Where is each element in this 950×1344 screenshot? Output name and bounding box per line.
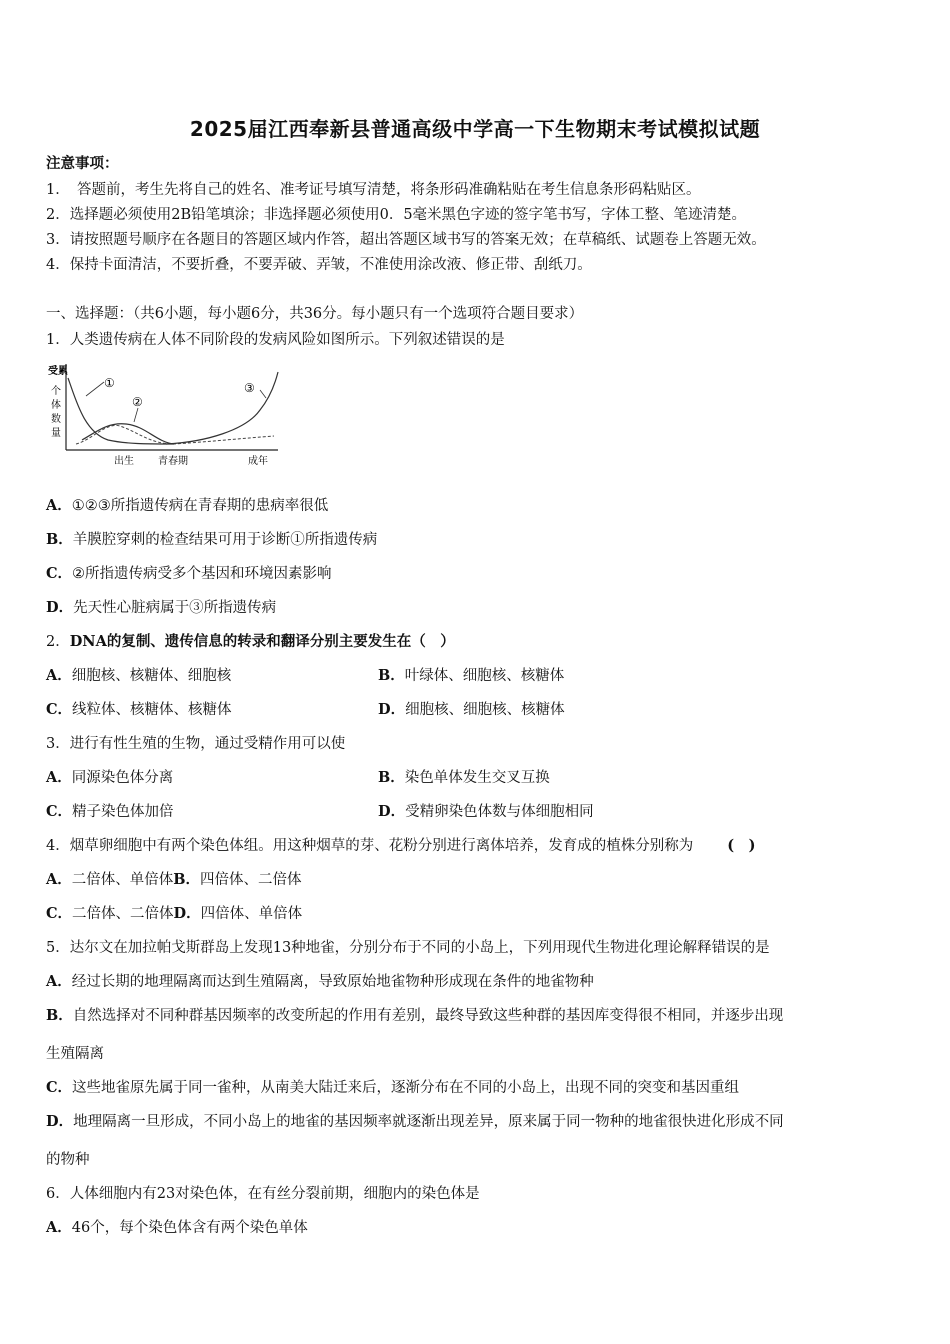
option-letter: A．	[46, 1219, 72, 1236]
exam-title: 2025届江西奉新县普通高级中学高一下生物期末考试模拟试题	[189, 117, 761, 141]
y-label-char-3: 数	[51, 414, 61, 425]
q6-stem	[46, 1182, 480, 1203]
q4-text: 4．烟草卵细胞中有两个染色体组。用这种烟草的芽、花粉分别进行离体培养，发育成的植株分别称为	[46, 838, 694, 854]
option-letter: C．	[46, 565, 73, 582]
option-letter: A．	[46, 871, 72, 888]
option-text: ①②③所指遗传病在青春期的患病率很低	[71, 498, 329, 514]
q4-option-c[interactable]: 二倍体、二倍体	[72, 906, 174, 922]
option-letter: C．	[46, 701, 73, 718]
q5-option-a[interactable]	[46, 970, 594, 991]
option-text: 地理隔离一旦形成，不同小岛上的地雀的基因频率就逐渐出现差异，原来属于同一物种的地雀很快进化形成不同	[73, 1114, 784, 1130]
x-tick-adult: 成年	[248, 456, 268, 467]
x-tick-puberty: 青春期	[158, 456, 188, 467]
curve-3	[166, 372, 278, 444]
option-text: 同源染色体分离	[71, 770, 174, 786]
q6-number: 6．	[46, 1186, 70, 1202]
q5-option-b-continued: 生殖隔离	[46, 1046, 104, 1062]
q4-options-ab	[46, 868, 302, 889]
curve-3-label: ③	[244, 381, 255, 395]
curve-3-leader	[260, 390, 266, 398]
q1-option-a[interactable]	[46, 494, 328, 515]
option-letter: A．	[46, 973, 72, 990]
q3-option-b[interactable]	[378, 766, 550, 787]
q1-risk-chart	[46, 360, 286, 472]
option-text: 细胞核、细胞核、核糖体	[405, 702, 565, 718]
section-heading: 一、选择题：（共6小题，每小题6分，共36分。每小题只有一个选项符合题目要求）	[46, 306, 584, 322]
q2-option-d[interactable]	[378, 698, 565, 719]
q3-stem: 3．进行有性生殖的生物，通过受精作用可以使	[46, 736, 346, 752]
curve-2-leader	[134, 408, 138, 422]
q2-text: DNA的复制、遗传信息的转录和翻译分别主要发生在（ ）	[69, 633, 455, 650]
option-letter: C．	[46, 905, 73, 922]
q1-option-d[interactable]	[46, 596, 276, 617]
q5-text: 达尔文在加拉帕戈斯群岛上发现13种地雀，分别分布于不同的小岛上，下列用现代生物进化理论解释错误的是	[69, 940, 770, 956]
y-label-char-4: 量	[51, 428, 61, 439]
option-letter: B．	[173, 871, 201, 888]
q2-number: 2．	[46, 634, 70, 650]
option-letter: B．	[378, 667, 405, 684]
q4-stem	[46, 834, 755, 855]
option-letter: A．	[46, 667, 72, 684]
option-text: 自然选择对不同种群基因频率的改变所起的作用有差别，最终导致这些种群的基因库变得很不相同，并逐步出现	[72, 1008, 784, 1024]
option-letter: D．	[46, 599, 74, 616]
option-text: 细胞核、核糖体、细胞核	[71, 668, 232, 684]
q5-stem	[46, 936, 770, 957]
q1-option-c[interactable]	[46, 562, 332, 583]
curve-2-label: ②	[132, 395, 143, 409]
notice-heading: 注意事项：	[46, 155, 119, 172]
option-text: 这些地雀原先属于同一雀种，从南美大陆迁来后，逐渐分布在不同的小岛上，出现不同的突变和基因重组	[72, 1080, 740, 1096]
y-label-char-2: 体	[51, 400, 61, 411]
q1-stem: 1．人类遗传病在人体不同阶段的发病风险如图所示。下列叙述错误的是	[46, 332, 505, 348]
notice-item-3: 3．请按照题号顺序在各题目的答题区域内作答，超出答题区域书写的答案无效；在草稿纸、试题卷上答题无效。	[46, 232, 766, 248]
option-letter: C．	[46, 1079, 73, 1096]
option-text: 叶绿体、细胞核、核糖体	[404, 668, 565, 684]
option-letter: A．	[46, 769, 72, 786]
option-letter: D．	[173, 905, 201, 922]
option-letter: B．	[378, 769, 405, 786]
option-text: 羊膜腔穿刺的检查结果可用于诊断①所指遗传病	[72, 532, 378, 548]
q2-option-b[interactable]	[378, 664, 564, 685]
q1-option-b[interactable]	[46, 528, 377, 549]
option-text: 精子染色体加倍	[72, 804, 174, 820]
q4-answer-paren: ( )	[727, 837, 756, 854]
y-label-char-1: 个	[51, 386, 61, 397]
option-letter: C．	[46, 803, 73, 820]
q3-option-d[interactable]	[378, 800, 594, 821]
q2-option-c[interactable]	[46, 698, 232, 719]
x-tick-birth: 出生	[114, 456, 134, 467]
option-letter: A．	[46, 497, 72, 514]
curve-1	[68, 378, 174, 444]
q3-option-a[interactable]	[46, 766, 173, 787]
q5-option-b[interactable]	[46, 1004, 783, 1025]
q5-option-c[interactable]	[46, 1076, 739, 1097]
q6-option-a[interactable]	[46, 1216, 308, 1237]
q5-option-d-continued: 的物种	[46, 1152, 90, 1168]
q4-options-cd	[46, 902, 302, 923]
q4-option-b[interactable]: 四倍体、二倍体	[200, 872, 302, 888]
option-text: 染色单体发生交叉互换	[404, 770, 550, 786]
y-label-top: 受累	[48, 366, 68, 377]
option-text: 受精卵染色体数与体细胞相同	[405, 804, 594, 820]
notice-item-2: 2．选择题必须使用2B铅笔填涂；非选择题必须使用0．5毫米黑色字迹的签字笔书写，字体工整、笔迹清楚。	[46, 207, 747, 223]
q2-stem	[46, 630, 455, 651]
q3-option-c[interactable]	[46, 800, 174, 821]
q5-number: 5．	[46, 940, 70, 956]
q4-option-a[interactable]: 二倍体、单倍体	[71, 872, 174, 888]
curve-dashed	[76, 425, 274, 444]
notice-item-4: 4．保持卡面清洁，不要折叠，不要弄破、弄皱，不准使用涂改液、修正带、刮纸刀。	[46, 257, 592, 273]
curve-1-label: ①	[104, 376, 115, 390]
option-letter: D．	[378, 803, 406, 820]
option-text: 经过长期的地理隔离而达到生殖隔离，导致原始地雀物种形成现在条件的地雀物种	[71, 974, 594, 990]
option-text: 线粒体、核糖体、核糖体	[72, 702, 232, 718]
q6-text: 人体细胞内有23对染色体，在有丝分裂前期，细胞内的染色体是	[69, 1186, 480, 1202]
option-letter: D．	[46, 1113, 74, 1130]
notice-item-1: 1． 答题前，考生先将自己的姓名、准考证号填写清楚，将条形码准确粘贴在考生信息条形码粘贴区。	[46, 182, 701, 198]
option-letter: D．	[378, 701, 406, 718]
option-text: 先天性心脏病属于③所指遗传病	[73, 600, 277, 616]
option-text: 46个，每个染色体含有两个染色单体	[71, 1220, 308, 1236]
q4-option-d[interactable]: 四倍体、单倍体	[200, 906, 303, 922]
option-letter: B．	[46, 1007, 73, 1024]
q5-option-d[interactable]	[46, 1110, 784, 1131]
option-text: ②所指遗传病受多个基因和环境因素影响	[72, 566, 332, 582]
q1-risk-figure	[46, 360, 286, 472]
curve-1-leader	[86, 382, 104, 396]
option-letter: B．	[46, 531, 73, 548]
q2-option-a[interactable]	[46, 664, 231, 685]
